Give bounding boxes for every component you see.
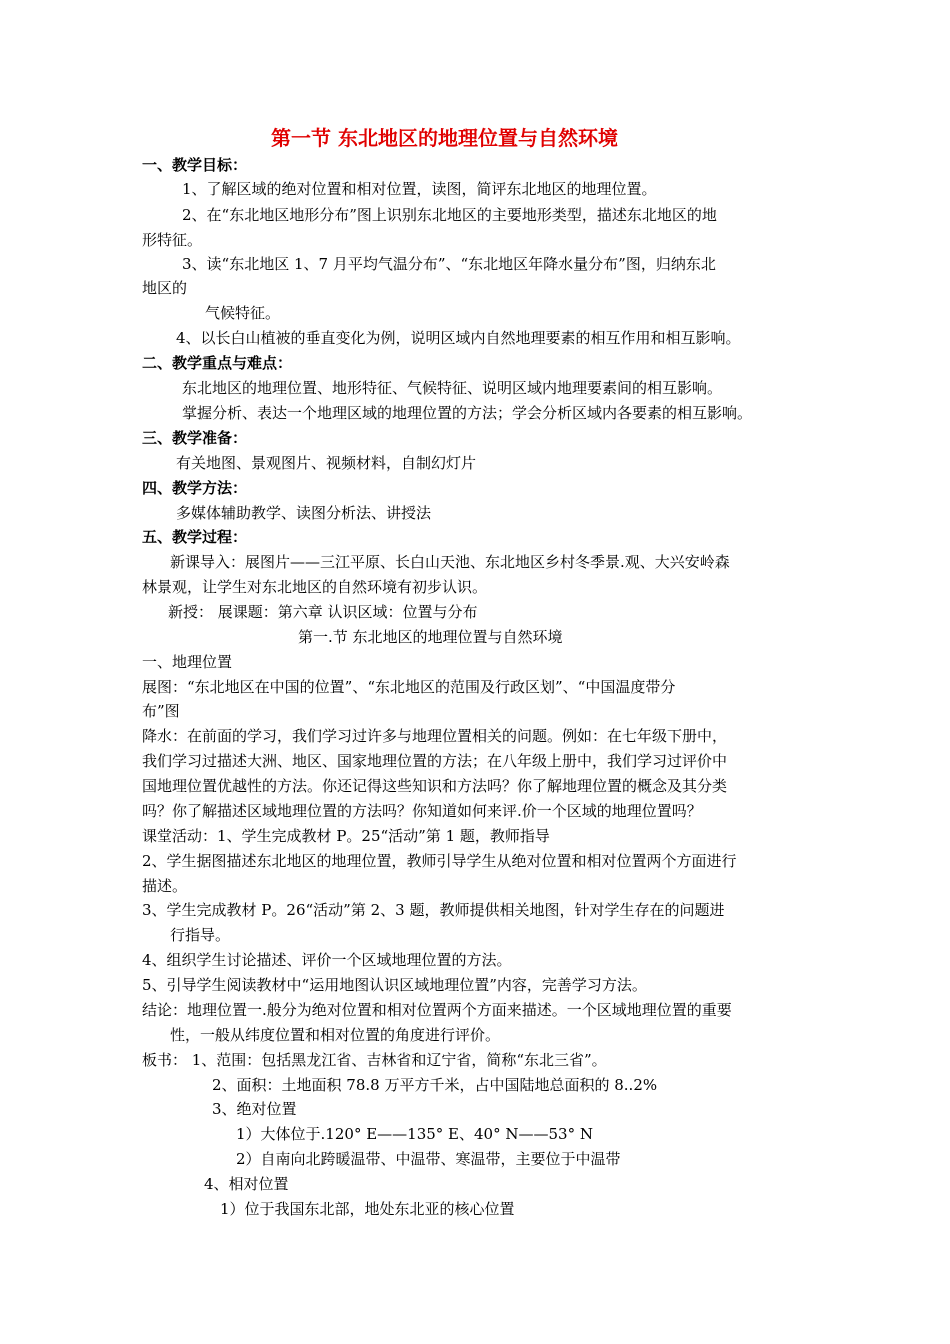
paragraph: 4、组织学生讨论描述、评价一个区域地理位置的方法。 [142, 951, 512, 969]
paragraph: 掌握分析、表达一个地理区域的地理位置的方法；学会分析区域内各要素的相互影响。 [182, 404, 753, 422]
paragraph: 新授： 展课题：第六章 认识区域：位置与分布 [168, 603, 478, 621]
document-title: 第一节 东北地区的地理位置与自然环境 [271, 126, 618, 150]
paragraph: 多媒体辅助教学、读图分析法、讲授法 [176, 504, 432, 522]
paragraph: 行指导。 [170, 926, 231, 944]
paragraph: 林景观，让学生对东北地区的自然环境有初步认识。 [142, 578, 488, 596]
paragraph: 2、面积：土地面积 78.8 万平方千米，占中国陆地总面积的 8..2% [212, 1076, 658, 1094]
paragraph: 2、学生据图描述东北地区的地理位置，教师引导学生从绝对位置和相对位置两个方面进行 [142, 852, 737, 870]
paragraph: 课堂活动：1、学生完成教材 P。25“活动”第 1 题，教师指导 [142, 827, 550, 845]
section-heading-objectives: 一、教学目标： [142, 156, 248, 174]
paragraph: 东北地区的地理位置、地形特征、气候特征、说明区域内地理要素间的相互影响。 [182, 379, 723, 397]
paragraph: 1）大体位于.120° E——135° E、40° N——53° N [236, 1125, 593, 1143]
paragraph: 降水：在前面的学习，我们学习过许多与地理位置相关的问题。例如：在七年级下册中， [142, 727, 728, 745]
paragraph: 有关地图、景观图片、视频材料，自制幻灯片 [176, 454, 477, 472]
paragraph: 新课导入：展图片——三江平原、长白山天池、东北地区乡村冬季景.观、大兴安岭森 [170, 553, 730, 571]
paragraph: 4、相对位置 [204, 1175, 289, 1193]
section-heading-preparation: 三、教学准备： [142, 429, 248, 447]
paragraph: 3、绝对位置 [212, 1100, 297, 1118]
paragraph: 板书： 1、范围：包括黑龙江省、吉林省和辽宁省，简称“东北三省”。 [142, 1051, 607, 1069]
paragraph: 1、了解区域的绝对位置和相对位置，读图，简评东北地区的地理位置。 [182, 180, 657, 198]
paragraph: 1）位于我国东北部，地处东北亚的核心位置 [220, 1200, 515, 1218]
paragraph: 2）自南向北跨暖温带、中温带、寒温带，主要位于中温带 [236, 1150, 621, 1168]
section-heading-methods: 四、教学方法： [142, 479, 248, 497]
paragraph: 3、读“东北地区 1、7 月平均气温分布”、“东北地区年降水量分布”图，归纳东北 [182, 255, 716, 273]
paragraph: 国地理位置优越性的方法。你还记得这些知识和方法吗？你了解地理位置的概念及其分类 [142, 777, 728, 795]
paragraph: 吗？你了解描述区域地理位置的方法吗？你知道如何来评.价一个区域的地理位置吗？ [142, 802, 702, 820]
paragraph: 3、学生完成教材 P。26“活动”第 2、3 题，教师提供相关地图，针对学生存在的问题进 [142, 901, 725, 919]
paragraph: 展图：“东北地区在中国的位置”、“东北地区的范围及行政区划”、“中国温度带分 [142, 678, 676, 696]
paragraph: 布”图 [142, 702, 180, 720]
section-heading-process: 五、教学过程： [142, 528, 248, 546]
lesson-subtitle: 第一.节 东北地区的地理位置与自然环境 [298, 628, 563, 646]
paragraph: 5、引导学生阅读教材中“运用地图认识区域地理位置”内容，完善学习方法。 [142, 976, 647, 994]
paragraph: 2、在“东北地区地形分布”图上识别东北地区的主要地形类型，描述东北地区的地 [182, 206, 717, 224]
paragraph: 4、以长白山植被的垂直变化为例，说明区域内自然地理要素的相互作用和相互影响。 [176, 329, 741, 347]
paragraph: 描述。 [142, 877, 188, 895]
paragraph: 地区的 [142, 279, 188, 297]
paragraph: 结论：地理位置一.般分为绝对位置和相对位置两个方面来描述。一个区域地理位置的重要 [142, 1001, 732, 1019]
section-heading-key-points: 二、教学重点与难点： [142, 354, 293, 372]
paragraph: 一、地理位置 [142, 653, 233, 671]
paragraph: 我们学习过描述大洲、地区、国家地理位置的方法；在八年级上册中，我们学习过评价中 [142, 752, 728, 770]
paragraph: 形特征。 [142, 231, 203, 249]
paragraph: 气候特征。 [205, 304, 281, 322]
paragraph: 性，一般从纬度位置和相对位置的角度进行评价。 [170, 1026, 501, 1044]
